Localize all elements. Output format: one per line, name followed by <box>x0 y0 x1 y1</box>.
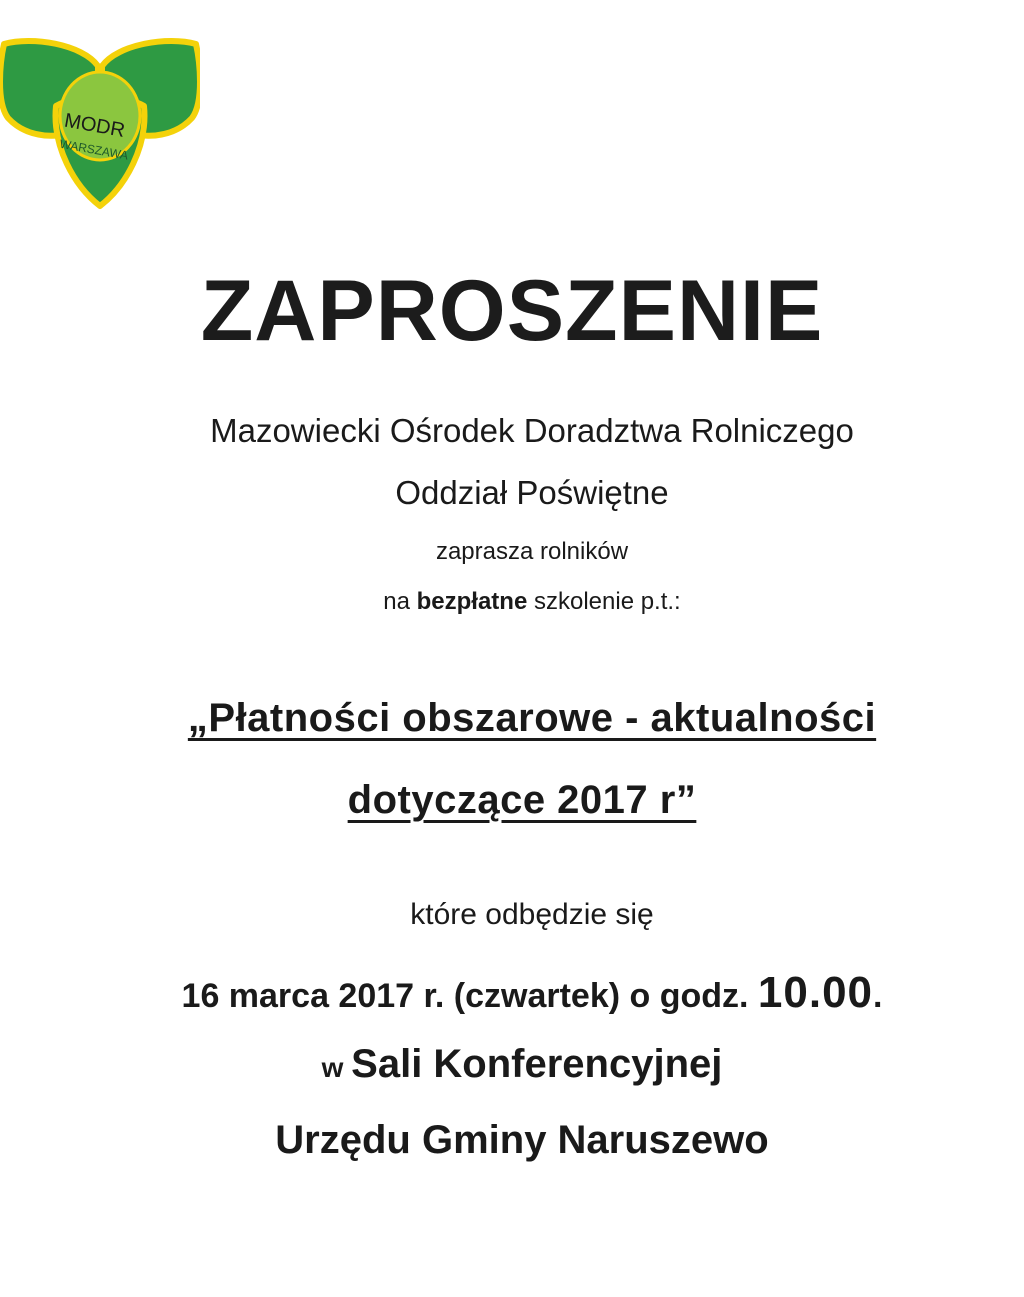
branch-name: Oddział Poświętne <box>395 474 669 511</box>
modr-logo <box>0 36 200 212</box>
training-type <box>20 588 1024 616</box>
venue-prefix: w <box>321 1052 352 1083</box>
organization-name: Mazowiecki Ośrodek Doradztwa Rolniczego <box>210 412 854 449</box>
venue-office: Urzędu Gminy Naruszewo <box>275 1118 769 1162</box>
event-time: 10.00 <box>757 968 874 1017</box>
training-title-line2-text: dotyczące 2017 r” <box>347 778 697 822</box>
venue-hall-text: Sali Konferencyjnej <box>351 1042 723 1086</box>
training-title-line1 <box>20 696 1024 741</box>
event-date-text: 16 marca 2017 r. (czwartek) o godz. <box>181 977 758 1015</box>
logo-text-modr: MODR <box>62 109 127 142</box>
logo-text-warszawa: WARSZAWA <box>58 136 130 163</box>
training-type-prefix: na <box>383 588 417 615</box>
event-date-end: . <box>873 977 883 1015</box>
page-title: ZAPROSZENIE <box>200 263 824 359</box>
training-title-line1-text: „Płatności obszarowe - aktualności <box>187 696 877 740</box>
invitation-text: zaprasza rolników <box>435 538 629 565</box>
training-type-free: bezpłatne <box>416 588 528 615</box>
training-title-line2 <box>10 778 1024 823</box>
takes-place-text: które odbędzie się <box>410 898 654 931</box>
venue-hall <box>10 1042 1024 1087</box>
event-date <box>20 968 1024 1018</box>
training-type-suffix: szkolenie p.t.: <box>527 588 681 615</box>
